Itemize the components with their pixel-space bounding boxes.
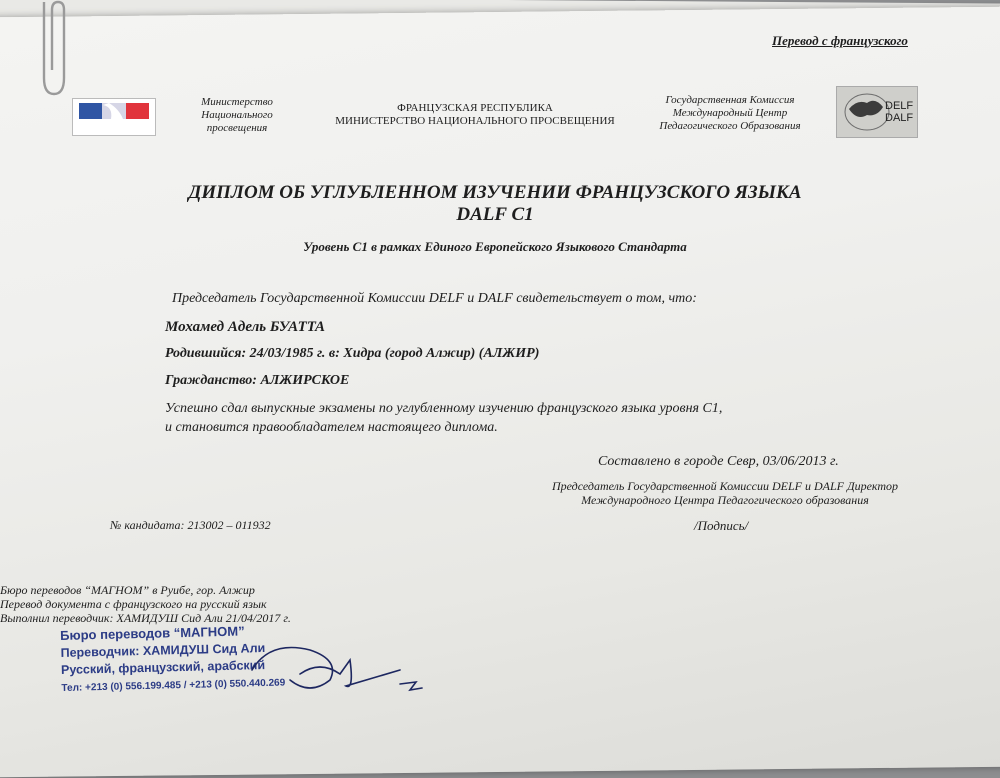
certifies-statement: Председатель Государственной Комиссии DELF и DALF свидетельствует о том, что: [172, 291, 697, 306]
republic-line-1: ФРАНЦУЗСКАЯ РЕСПУБЛИКА [397, 102, 553, 114]
signature-label: /Подпись/ [694, 518, 749, 533]
candidate-number: № кандидата: 213002 – 011932 [110, 518, 271, 532]
stamp-line-1: Бюро переводов “МАГНОМ” [60, 623, 245, 643]
commission-label: Государственная Комиссия Международный Центр Педагогического Образования [659, 94, 801, 132]
exam-passed-statement: Успешно сдал выпускные экзамены по углубленному изучению французского языка уровня С1, и становится правообладателем настоящего диплома. [165, 401, 723, 435]
holder-name: Мохамед Адель БУАТТА [165, 319, 325, 335]
globe-logo-icon [837, 87, 917, 137]
ministry-left-label: Министерство Национального просвещения [201, 96, 273, 134]
svg-text:DELF: DELF [885, 100, 914, 112]
place-and-date: Составлено в городе Севр, 03/06/2013 г. [598, 454, 839, 469]
marianne-logo-icon [73, 99, 155, 135]
citizenship: Гражданство: АЛЖИРСКОЕ [165, 373, 350, 388]
birth-info: Родившийся: 24/03/1985 г. в: Хидра (город Алжир) (АЛЖИР) [165, 346, 540, 361]
republic-line-2: МИНИСТЕРСТВО НАЦИОНАЛЬНОГО ПРОСВЕЩЕНИЯ [335, 115, 615, 127]
paperclip-icon [30, 0, 70, 100]
diploma-title [150, 182, 840, 226]
stamp-line-3: Русский, французский, арабский [60, 658, 266, 677]
commission-chair: Председатель Государственной Комиссии DELF и DALF Директор Международного Центра Педагогического образования [551, 479, 899, 507]
delf-dalf-logo [836, 86, 918, 138]
translation-bureau-note: Бюро переводов “МАГНОМ” в Руибе, гор. Алжир Перевод документа с французского на русский язык Выполнил переводчик: ХАМИДУШ Сид Али 21/04/2017 г. [0, 583, 291, 625]
translation-note: Перевод с французского [772, 33, 908, 48]
stamp-line-2: Переводчик: ХАМИДУШ Сид Али [60, 640, 266, 660]
svg-text:DALF: DALF [885, 112, 914, 124]
handwritten-signature [250, 630, 430, 700]
diploma-subtitle: Уровень С1 в рамках Единого Европейского Языкового Стандарта [303, 239, 687, 254]
french-republic-logo [72, 98, 156, 136]
stamp-line-4: Тел: +213 (0) 556.199.485 / +213 (0) 550.440.269 [61, 677, 286, 694]
diploma-title-line-1: ДИПЛОМ ОБ УГЛУБЛЕННОМ ИЗУЧЕНИИ ФРАНЦУЗСКОГО ЯЗЫКА [188, 182, 802, 203]
republic-heading [330, 102, 620, 128]
diploma-title-line-2: DALF C1 [456, 204, 534, 225]
